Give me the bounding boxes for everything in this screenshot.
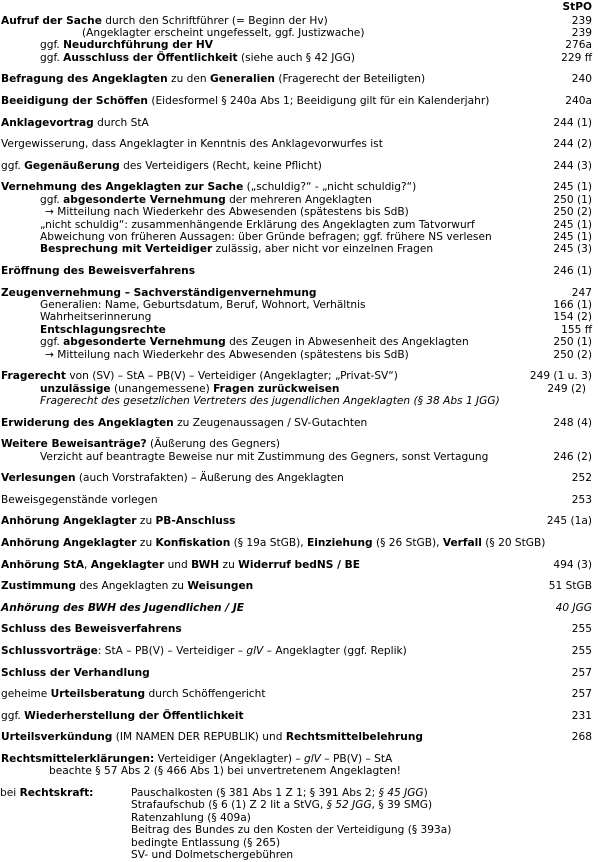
row-text xyxy=(45,206,409,219)
row-text xyxy=(1,623,182,636)
checklist-row xyxy=(0,417,600,430)
text-segment: des Angeklagten zu xyxy=(75,580,188,593)
text-segment: zulässig, aber nicht vor einzelnen Fragen xyxy=(212,243,434,256)
row-text xyxy=(1,580,253,593)
row-text xyxy=(1,15,328,28)
text-segment: Beitrag des Bundes zu den Kosten der Verteidigung (§ 393a) xyxy=(131,824,452,837)
bold-term: Urteilsberatung xyxy=(50,688,146,701)
checklist-row xyxy=(0,438,600,451)
text-segment: (Eidesformel § 240a Abs 1; Beeidigung gilt für ein Kalenderjahr) xyxy=(147,94,490,107)
column-header-stpo: StPO xyxy=(562,1,592,13)
stpo-reference: 255 xyxy=(571,623,592,636)
rechtskraft-row xyxy=(0,812,600,825)
text-segment: und xyxy=(164,558,192,571)
text-segment: (siehe auch § 42 JGG) xyxy=(237,51,355,64)
text-segment: (Angeklagter erscheint ungefesselt, ggf. Justizwache) xyxy=(82,26,365,39)
text-segment: durch den Schriftführer (= Beginn der Hv) xyxy=(101,14,328,27)
italic-text: § 45 JGG xyxy=(378,786,424,799)
stpo-reference: 252 xyxy=(571,472,592,485)
checklist-row xyxy=(0,206,600,219)
stpo-reference: 240a xyxy=(565,94,592,107)
row-text xyxy=(40,311,151,324)
rechtskraft-label-row xyxy=(0,787,600,800)
row-text xyxy=(1,181,416,194)
checklist-row xyxy=(0,472,600,485)
checklist-row xyxy=(0,231,600,244)
rechtskraft-row xyxy=(0,849,600,862)
bold-term: Besprechung mit Verteidiger xyxy=(40,243,213,256)
text-segment: durch Schöffengericht xyxy=(145,688,266,701)
stpo-reference: 239 xyxy=(571,14,592,27)
text-segment: , xyxy=(84,558,91,571)
text-segment: beachte § 57 Abs 2 (§ 466 Abs 1) bei unvertretenem Angeklagten! xyxy=(49,765,401,778)
checklist-row xyxy=(0,160,600,173)
text-segment: Generalien: Name, Geburtsdatum, Beruf, Wohnort, Verhältnis xyxy=(40,298,366,311)
row-text xyxy=(1,688,266,701)
rechtskraft-label-bold: Rechtskraft: xyxy=(19,786,94,799)
text-segment: der mehreren Angeklagten xyxy=(225,193,372,206)
stpo-reference: 166 (1) xyxy=(553,298,592,311)
checklist-row xyxy=(0,194,600,207)
bold-term: Entschlagungsrechte xyxy=(40,323,166,336)
checklist-row xyxy=(0,349,600,362)
checklist-row xyxy=(0,537,600,550)
stpo-reference: 253 xyxy=(571,493,592,506)
text-segment: ) xyxy=(423,786,428,799)
text-segment: geheime xyxy=(1,688,51,701)
bold-term: BWH xyxy=(191,558,220,571)
row-text xyxy=(1,667,150,680)
checklist-row xyxy=(0,383,600,396)
text-segment: Vergewisserung, dass Angeklagter in Kenntnis des Anklagevorwurfes ist xyxy=(1,138,383,151)
row-text xyxy=(40,383,339,396)
checklist-row xyxy=(0,731,600,744)
text-segment: : StA – PB(V) – Verteidiger – xyxy=(97,644,247,657)
stpo-reference: 231 xyxy=(571,709,592,722)
bold-term: Gegenäußerung xyxy=(24,159,120,172)
stpo-reference: 244 (2) xyxy=(553,138,592,151)
stpo-reference: 245 (3) xyxy=(553,243,592,256)
text-segment: Verteidiger (Angeklagter) – xyxy=(154,752,304,765)
bold-term: Neudurchführung der HV xyxy=(63,39,213,52)
text-segment: zu xyxy=(219,558,239,571)
stpo-reference: 249 (2) xyxy=(547,382,586,395)
text-segment: ggf. xyxy=(1,709,25,722)
stpo-reference: 246 (1) xyxy=(553,264,592,277)
stpo-reference: 268 xyxy=(571,731,592,744)
text-segment: → Mitteilung nach Wiederkehr des Abwesenden (spätestens bis SdB) xyxy=(45,206,409,219)
bold-term: Aufruf der Sache xyxy=(1,14,102,27)
rechtskraft-item xyxy=(131,812,251,825)
bold-term: Schluss der Verhandlung xyxy=(1,666,150,679)
text-segment: ggf. xyxy=(40,51,64,64)
checklist-row xyxy=(0,324,600,337)
row-text xyxy=(1,160,322,173)
text-segment: ggf. xyxy=(40,193,64,206)
stpo-reference: 244 (3) xyxy=(553,159,592,172)
row-text xyxy=(1,731,423,744)
checklist-row xyxy=(0,287,600,300)
text-segment: bedingte Entlassung (§ 265) xyxy=(131,836,281,849)
text-segment: des Zeugen in Abwesenheit des Angeklagten xyxy=(225,336,469,349)
bold-term: Rechtsmittelbelehrung xyxy=(285,731,423,744)
bold-term: Weitere Beweisanträge? xyxy=(1,438,147,451)
checklist-row xyxy=(0,95,600,108)
rechtskraft-row xyxy=(0,799,600,812)
text-segment: („schuldig?“ - „nicht schuldig?“) xyxy=(243,181,417,194)
stpo-reference: 257 xyxy=(571,666,592,679)
rechtskraft-row xyxy=(0,824,600,837)
stpo-reference: 155 ff xyxy=(561,323,592,336)
bold-term: Zeugenvernehmung – Sachverständigenvernehmung xyxy=(1,286,317,299)
text-segment: „nicht schuldig“: zusammenhängende Erklärung des Angeklagten zum Tatvorwurf xyxy=(40,218,475,231)
rechtskraft-label-prefix: bei xyxy=(0,786,20,799)
stpo-reference: 246 (2) xyxy=(553,450,592,463)
bold-term: Konfiskation xyxy=(155,536,231,549)
bold-term: Anhörung Angeklagter xyxy=(1,536,137,549)
row-text xyxy=(1,753,392,766)
bold-term: Widerruf bedNS / BE xyxy=(238,558,360,571)
bold-term: Einziehung xyxy=(307,536,373,549)
rechtskraft-item xyxy=(131,787,428,800)
checklist-row xyxy=(0,52,600,65)
checklist-row xyxy=(0,336,600,349)
rechtskraft-item xyxy=(131,849,293,862)
stpo-reference: 239 xyxy=(571,26,592,39)
text-segment: , § 39 SMG) xyxy=(371,799,433,812)
text-segment: – PB(V) – StA xyxy=(320,752,393,765)
text-segment: von (SV) – StA – PB(V) – Verteidiger (Angeklagter; „Privat-SV“) xyxy=(66,370,398,383)
stpo-reference: 257 xyxy=(571,688,592,701)
checklist-row xyxy=(0,623,600,636)
stpo-reference: 250 (1) xyxy=(553,336,592,349)
bold-term: Vernehmung des Angeklagten zur Sache xyxy=(1,181,244,194)
row-text xyxy=(1,287,316,300)
text-segment: durch StA xyxy=(93,116,149,129)
checklist-row xyxy=(0,117,600,130)
bold-term: Ausschluss der Öffentlichkeit xyxy=(63,51,238,64)
text-segment: (Äußerung des Gegners) xyxy=(146,438,281,451)
stpo-reference: 40 JGG xyxy=(555,601,592,614)
text-segment: ggf. xyxy=(40,336,64,349)
checklist-row xyxy=(0,219,600,232)
stpo-reference: 494 (3) xyxy=(553,558,592,571)
stpo-reference: 276a xyxy=(565,39,592,52)
text-segment: Abweichung von früheren Aussagen: über Gründe befragen; ggf. frühere NS verlesen xyxy=(40,230,492,243)
checklist-row xyxy=(0,265,600,278)
stpo-reference: 250 (2) xyxy=(553,348,592,361)
text-segment: (§ 26 StGB), xyxy=(372,536,443,549)
bold-term: Beeidigung der Schöffen xyxy=(1,94,148,107)
row-text xyxy=(40,324,166,337)
text-segment: → Mitteilung nach Wiederkehr des Abwesenden (spätestens bis SdB) xyxy=(45,348,409,361)
checklist-row xyxy=(0,370,600,383)
checklist-row xyxy=(0,451,600,464)
row-text xyxy=(40,39,213,52)
stpo-reference: 247 xyxy=(571,286,592,299)
checklist-row xyxy=(0,667,600,680)
checklist-row xyxy=(0,181,600,194)
rechtskraft-item xyxy=(131,799,432,812)
bold-term: Anhörung des BWH des Jugendlichen / JE xyxy=(1,601,245,614)
checklist-row xyxy=(0,688,600,701)
bold-term: Fragerecht xyxy=(1,370,66,383)
row-text xyxy=(40,336,469,349)
row-text xyxy=(49,765,401,778)
bold-term: abgesonderte Vernehmung xyxy=(63,336,226,349)
stpo-reference: 154 (2) xyxy=(553,311,592,324)
bold-term: Fragen zurückweisen xyxy=(213,382,340,395)
row-text xyxy=(1,559,360,572)
row-text xyxy=(40,243,433,256)
checklist-row xyxy=(0,27,600,40)
text-segment: – Angeklagter (ggf. Replik) xyxy=(263,644,407,657)
bold-term: Verlesungen xyxy=(1,472,76,485)
text-segment: Verzicht auf beantragte Beweise nur mit Zustimmung des Gegners, sonst Vertagung xyxy=(40,450,489,463)
rechtskraft-item xyxy=(131,824,451,837)
row-text xyxy=(1,417,367,430)
checklist-row xyxy=(0,138,600,151)
checklist-row xyxy=(0,299,600,312)
stpo-reference: 250 (1) xyxy=(553,193,592,206)
row-text xyxy=(1,370,398,383)
bold-term: Befragung des Angeklagten xyxy=(1,73,168,86)
checklist-row xyxy=(0,39,600,52)
stpo-reference: 244 (1) xyxy=(553,116,592,129)
text-segment: zu den xyxy=(167,73,210,86)
stpo-reference: 51 StGB xyxy=(548,580,592,593)
text-segment: (auch Vorstrafakten) – Äußerung des Angeklagten xyxy=(75,472,344,485)
row-text xyxy=(1,645,407,658)
italic-text: glV xyxy=(304,752,321,765)
italic-text: § 52 JGG xyxy=(326,799,372,812)
stpo-reference: 250 (2) xyxy=(553,206,592,219)
checklist-row xyxy=(0,395,600,408)
bold-term: abgesonderte Vernehmung xyxy=(63,193,226,206)
bold-term: Generalien xyxy=(210,73,275,86)
checklist-row xyxy=(0,559,600,572)
row-text xyxy=(1,515,235,528)
rechtskraft-item xyxy=(131,837,280,850)
text-segment: des Verteidigers (Recht, keine Pflicht) xyxy=(119,159,322,172)
text-segment: (Fragerecht der Beteiligten) xyxy=(274,73,426,86)
row-text xyxy=(40,395,500,408)
text-segment: (§ 20 StGB) xyxy=(481,536,546,549)
checklist-row xyxy=(0,645,600,658)
text-segment: SV- und Dolmetschergebühren xyxy=(131,848,294,861)
checklist-row xyxy=(0,753,600,766)
checklist-row xyxy=(0,602,600,615)
text-segment: (§ 19a StGB), xyxy=(230,536,307,549)
text-segment: Beweisgegenstände vorlegen xyxy=(1,493,158,506)
checklist-row xyxy=(0,515,600,528)
row-text xyxy=(40,52,355,65)
bold-term: Erwiderung des Angeklagten xyxy=(1,416,174,429)
bold-term: Wiederherstellung der Öffentlichkeit xyxy=(24,709,244,722)
stpo-reference: 229 ff xyxy=(561,51,592,64)
bold-term: PB-Anschluss xyxy=(155,515,236,528)
checklist-row xyxy=(0,243,600,256)
text-segment: zu xyxy=(136,515,156,528)
text-segment: (IM NAMEN DER REPUBLIK) und xyxy=(112,731,286,744)
bold-term: Zustimmung xyxy=(1,580,76,593)
bold-term: Eröffnung des Beweisverfahrens xyxy=(1,264,196,277)
bold-term: Anhörung StA xyxy=(1,558,85,571)
stpo-reference: 245 (1) xyxy=(553,230,592,243)
checklist-row xyxy=(0,710,600,723)
stpo-reference: 245 (1) xyxy=(553,181,592,194)
row-text xyxy=(1,95,489,108)
row-text xyxy=(40,219,475,232)
text-segment: (unangemessene) xyxy=(110,382,214,395)
checklist-row xyxy=(0,580,600,593)
row-text xyxy=(40,231,492,244)
checklist-row xyxy=(0,765,600,778)
row-text xyxy=(1,138,383,151)
checklist-row xyxy=(0,311,600,324)
bold-term: Weisungen xyxy=(187,580,254,593)
bold-term: Verfall xyxy=(442,536,482,549)
stpo-reference: 249 (1 u. 3) xyxy=(529,370,592,383)
text-segment: ggf. xyxy=(1,159,25,172)
bold-term: Anhörung Angeklagter xyxy=(1,515,137,528)
stpo-reference: 240 xyxy=(571,73,592,86)
bold-term: Angeklagter xyxy=(90,558,165,571)
text-segment: Pauschalkosten (§ 381 Abs 1 Z 1; § 391 Abs 2; xyxy=(131,786,379,799)
row-text xyxy=(1,438,280,451)
text-segment: Wahrheitserinnerung xyxy=(40,311,152,324)
bold-term: unzulässige xyxy=(40,382,111,395)
row-text xyxy=(1,472,344,485)
bold-term: Anklagevortrag xyxy=(1,116,94,129)
row-text xyxy=(1,494,158,507)
text-segment: zu Zeugenaussagen / SV-Gutachten xyxy=(173,416,368,429)
bold-term: Rechtsmittelerklärungen: xyxy=(1,752,155,765)
row-text xyxy=(45,349,409,362)
stpo-reference: 255 xyxy=(571,644,592,657)
text-segment: zu xyxy=(136,536,156,549)
row-text xyxy=(82,27,364,40)
row-text xyxy=(1,710,244,723)
text-segment: ggf. xyxy=(40,39,64,52)
row-text xyxy=(1,73,425,86)
italic-text: glV xyxy=(246,644,264,657)
row-text xyxy=(1,265,195,278)
bold-term: Schlussvorträge xyxy=(1,644,98,657)
italic-text: Fragerecht des gesetzlichen Vertreters des jugendlichen Angeklagten (§ 38 Abs 1 JGG) xyxy=(40,394,500,407)
rechtskraft-label xyxy=(0,787,93,800)
stpo-reference: 245 (1a) xyxy=(546,515,592,528)
row-text xyxy=(40,299,366,312)
row-text xyxy=(1,602,244,615)
checklist-row xyxy=(0,73,600,86)
stpo-reference: 248 (4) xyxy=(553,416,592,429)
row-text xyxy=(40,451,488,464)
stpo-reference: 245 (1) xyxy=(553,218,592,231)
text-segment: Ratenzahlung (§ 409a) xyxy=(131,811,251,824)
row-text xyxy=(40,194,372,207)
row-text xyxy=(1,537,545,550)
text-segment: Strafaufschub (§ 6 (1) Z 2 lit a StVG, xyxy=(131,799,327,812)
checklist-row xyxy=(0,15,600,28)
rechtskraft-row xyxy=(0,837,600,850)
bold-term: Schluss des Beweisverfahrens xyxy=(1,623,182,636)
row-text xyxy=(1,117,149,130)
bold-term: Urteilsverkündung xyxy=(1,731,113,744)
checklist-row xyxy=(0,494,600,507)
